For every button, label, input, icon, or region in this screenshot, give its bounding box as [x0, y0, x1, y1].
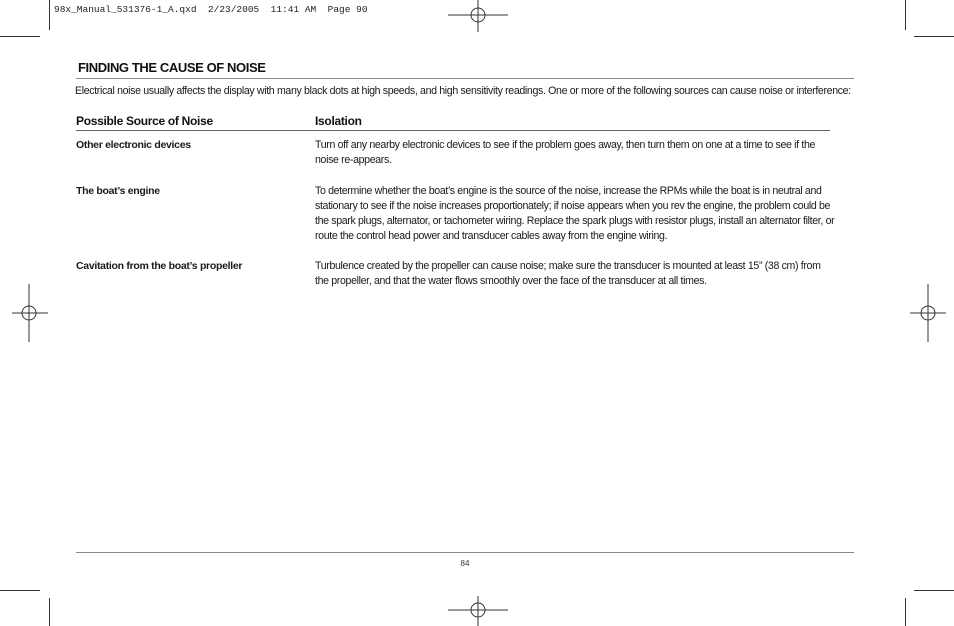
- column-header-source: Possible Source of Noise: [76, 114, 213, 128]
- crop-mark-icon: [0, 36, 40, 37]
- row-isolation: Turn off any nearby electronic devices to see if the problem goes away, then turn them on one at a time to see if the noise re-appears.: [315, 139, 816, 166]
- registration-mark-icon: [448, 596, 508, 626]
- crop-mark-icon: [49, 0, 50, 30]
- title-divider: [76, 78, 854, 79]
- footer-divider: [76, 552, 854, 553]
- crop-mark-icon: [0, 590, 40, 591]
- registration-mark-icon: [12, 284, 48, 342]
- section-title: FINDING THE CAUSE OF NOISE: [78, 60, 266, 75]
- crop-mark-icon: [914, 590, 954, 591]
- printer-slug: 98x_Manual_531376-1_A.qxd 2/23/2005 11:41 AM Page 90: [54, 4, 368, 15]
- registration-mark-icon: [910, 284, 946, 342]
- header-divider: [76, 130, 830, 131]
- row-source: Cavitation from the boat’s propeller: [76, 260, 243, 272]
- crop-mark-icon: [914, 36, 954, 37]
- row-source: Other electronic devices: [76, 139, 191, 151]
- crop-mark-icon: [905, 598, 906, 626]
- row-isolation: To determine whether the boat’s engine is the source of the noise, increase the RPMs while the boat is in neutral and stationary to see if the noise increases proportionately; if noise appears when you rev the engine, the problem could be the spark plugs, alternator, or tachometer wiring. Replace the spark plugs with resistor plugs, install an alternator filter, or route the control head power and transducer cables away from the engine wiring.: [315, 185, 835, 242]
- intro-paragraph: Electrical noise usually affects the display with many black dots at high speeds, and high sensitivity readings. One or more of the following sources can cause noise or interference:: [75, 85, 851, 97]
- row-source: The boat’s engine: [76, 185, 160, 197]
- page-number: 84: [460, 559, 470, 568]
- registration-mark-icon: [448, 0, 508, 32]
- row-isolation: Turbulence created by the propeller can cause noise; make sure the transducer is mounted at least 15” (38 cm) from the propeller, and that the water flows smoothly over the face of the transducer at all times.: [315, 260, 821, 287]
- crop-mark-icon: [49, 598, 50, 626]
- column-header-isolation: Isolation: [315, 114, 362, 128]
- crop-mark-icon: [905, 0, 906, 30]
